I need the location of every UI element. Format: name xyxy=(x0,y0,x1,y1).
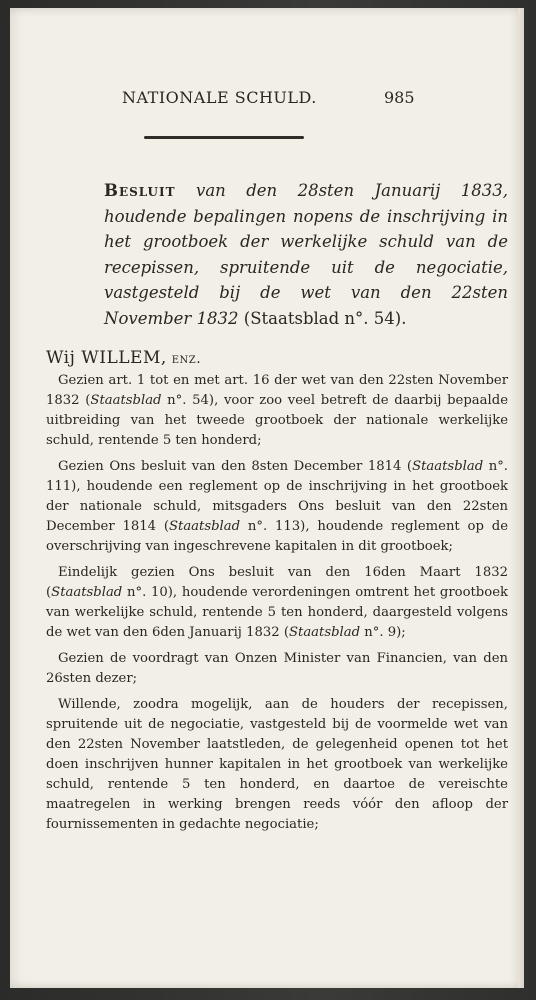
paragraph-2-text-c: n°. 111), houdende een reglement op de inschrijving in het grootboek der nationale schuld, mitsgaders Ons besluit van den 22sten December 1814 ( xyxy=(46,459,508,534)
opening-formula xyxy=(46,348,201,368)
paragraph-5: Willende, zoodra mogelijk, aan de houders der recepissen, spruitende uit de negociatie, vastgesteld bij de voormelde wet van den 22sten November laatstleden, de gelegenheid openen tot het doen inschrijven hunner kapitalen in het grootboek van werkelijke schuld, rentende 5 ten honderd, en daartoe de vereischte maatregelen in werking brengen reeds vóór den afloop der fournissementen in gedachte negociatie; xyxy=(46,697,508,832)
paragraph-4: Gezien de voordragt van Onzen Minister van Financien, van den 26sten dezer; xyxy=(46,651,508,686)
decree-heading-tail: (Staatsblad n°. 54). xyxy=(238,308,407,328)
paragraph-3-italic-2: Staatsblad xyxy=(288,625,361,640)
paragraph-3-italic-1: Staatsblad xyxy=(51,585,123,600)
paragraph-2-italic-2: Staatsblad xyxy=(168,519,241,534)
paragraph-1-text-a: Gezien art. 1 tot en met art. 16 der wet van den 22sten November 1832 ( xyxy=(46,373,508,408)
opening-wij: Wij WILLEM, xyxy=(46,348,167,368)
paragraph-1-text-c: n°. 54), voor zoo veel betreft de daarbij bepaalde uitbreiding van het tweede grootboek der nationale werkelijke schuld, rentende 5 ten honderd; xyxy=(46,393,508,448)
paragraph-2-text-a: Gezien Ons besluit van den 8sten December 1814 ( xyxy=(58,459,413,474)
paragraph-2-italic-1: Staatsblad xyxy=(412,459,484,474)
book-page xyxy=(10,8,524,988)
paragraph-1-italic: Staatsblad xyxy=(90,393,162,408)
decree-body xyxy=(46,371,508,841)
decree-heading xyxy=(104,178,508,331)
running-head xyxy=(10,88,524,110)
decree-heading-lead: Besluit xyxy=(104,181,176,200)
opening-enz: enz. xyxy=(166,351,202,367)
ornamental-rule xyxy=(144,136,304,139)
paragraph-3 xyxy=(46,563,508,643)
page-number: 985 xyxy=(384,88,415,107)
running-title: NATIONALE SCHULD. xyxy=(122,88,317,107)
paragraph-3-text-e: n°. 9); xyxy=(360,625,406,640)
paragraph-1 xyxy=(46,371,508,451)
paragraph-2 xyxy=(46,457,508,557)
paragraph-3-text-a: Eindelijk gezien Ons besluit van den 16den Maart 1832 ( xyxy=(46,565,508,600)
page-edge-shadow xyxy=(518,8,524,988)
paragraph-2-text-e: n°. 113), houdende reglement op de overschrijving van ingeschrevene kapitalen in dit grootboek; xyxy=(46,519,509,554)
decree-heading-text: van den 28sten Januarij 1833, houdende bepalingen nopens de inschrijving in het grootboek der werkelijke schuld van de recepissen, spruitende uit de negociatie, vastgesteld bij de wet van den 22sten November 1832 xyxy=(104,181,508,328)
paragraph-3-text-c: n°. 10), houdende verordeningen omtrent het grootboek van werkelijke schuld, rentende 5 ten honderd, daargesteld volgens de wet van den 6den Januarij 1832 ( xyxy=(46,585,508,640)
